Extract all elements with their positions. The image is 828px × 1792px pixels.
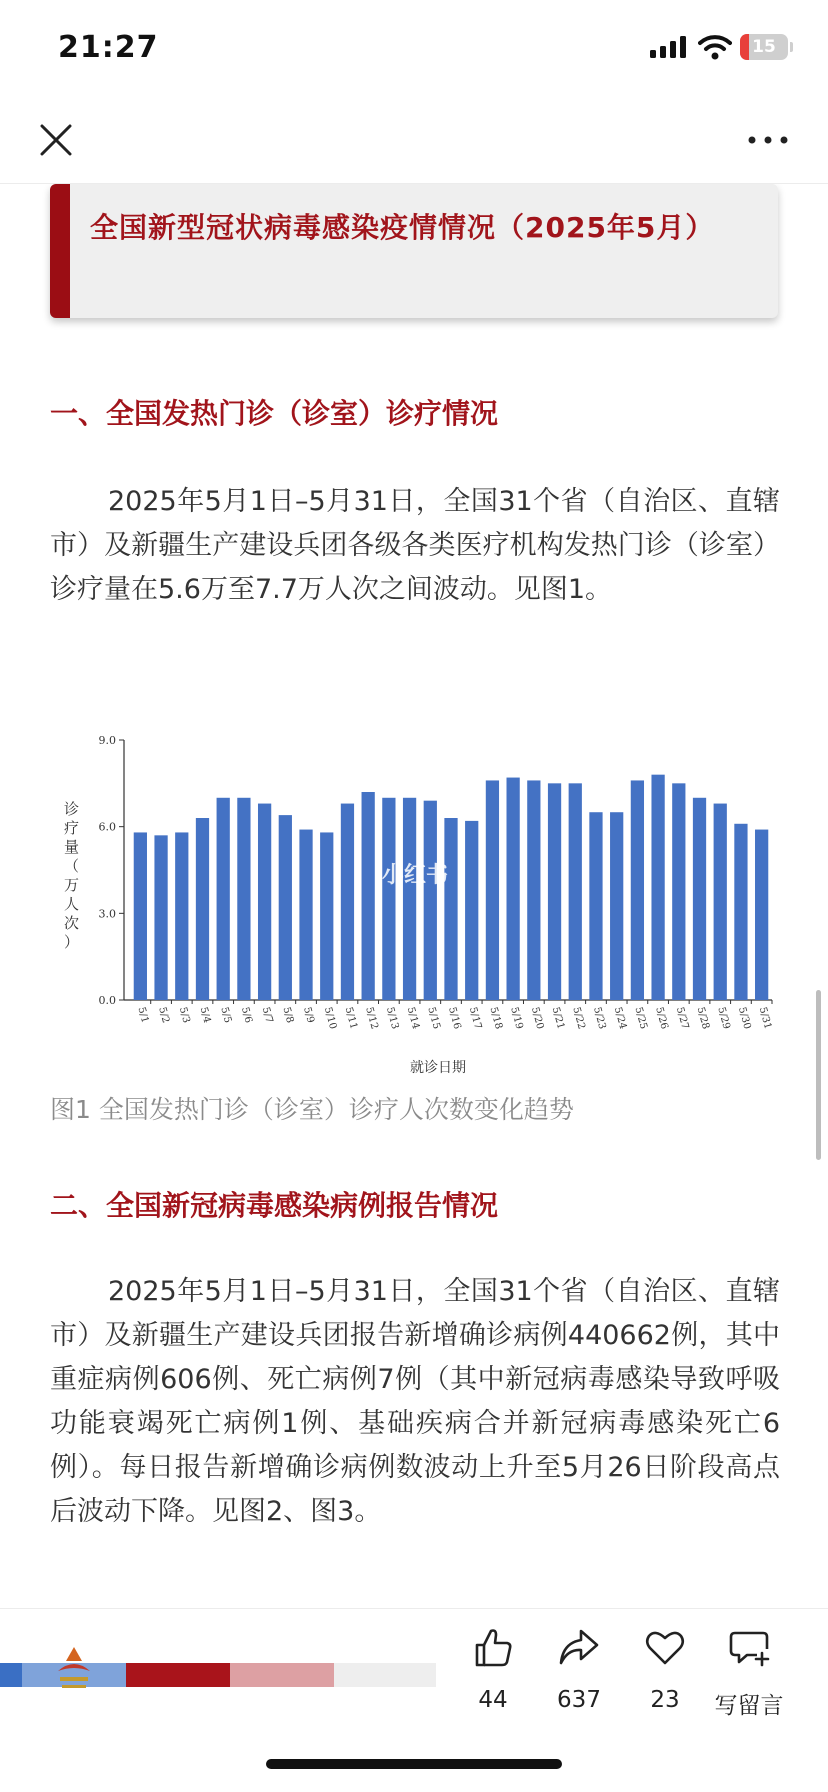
comment-icon xyxy=(727,1625,771,1669)
x-axis-label: 就诊日期 xyxy=(410,1060,466,1076)
write-comment-button[interactable] xyxy=(704,1625,794,1720)
bar-5-2 xyxy=(154,835,167,1000)
x-tick-label: 5/3 xyxy=(176,1005,192,1025)
x-tick-label: 5/23 xyxy=(591,1005,608,1031)
publisher-logo-icon xyxy=(52,1645,96,1697)
x-tick-label: 5/14 xyxy=(404,1005,422,1031)
bar-5-21 xyxy=(548,783,561,1000)
bar-5-12 xyxy=(362,792,375,1000)
cellular-signal-icon xyxy=(650,36,690,58)
x-tick-label: 5/31 xyxy=(756,1005,774,1031)
x-tick-label: 5/29 xyxy=(715,1005,732,1031)
thumbs-up-icon xyxy=(471,1625,515,1669)
share-button[interactable] xyxy=(534,1625,624,1713)
bar-5-30 xyxy=(734,824,747,1000)
bar-chart xyxy=(50,722,780,1082)
x-tick-label: 5/11 xyxy=(342,1005,359,1031)
bar-5-17 xyxy=(465,821,478,1000)
x-tick-label: 5/2 xyxy=(156,1005,171,1025)
status-bar xyxy=(0,0,828,96)
bar-5-4 xyxy=(196,818,209,1000)
watermark-text: 小红书 xyxy=(381,863,449,888)
bar-5-5 xyxy=(217,798,230,1000)
bar-5-26 xyxy=(651,775,664,1000)
progress-segment xyxy=(126,1663,230,1687)
bar-5-7 xyxy=(258,804,271,1000)
progress-segment xyxy=(334,1663,436,1687)
bar-5-19 xyxy=(507,778,520,1000)
x-tick-label: 5/7 xyxy=(259,1005,275,1025)
battery-level: 15 xyxy=(752,37,776,57)
x-tick-label: 5/12 xyxy=(363,1005,380,1031)
x-tick-label: 5/26 xyxy=(653,1005,670,1031)
section-heading-2: 二、全国新冠病毒感染病例报告情况 xyxy=(50,1189,499,1222)
bar-5-8 xyxy=(279,815,292,1000)
bar-5-9 xyxy=(299,830,312,1000)
heart-icon xyxy=(643,1625,687,1669)
bar-5-14 xyxy=(403,798,416,1000)
x-tick-label: 5/30 xyxy=(736,1005,753,1031)
x-tick-label: 5/27 xyxy=(673,1005,691,1031)
bar-5-27 xyxy=(672,783,685,1000)
x-tick-label: 5/19 xyxy=(508,1005,525,1031)
x-tick-label: 5/15 xyxy=(425,1005,442,1031)
x-tick-label: 5/6 xyxy=(239,1005,254,1025)
y-axis-label: 诊疗量（万人次） xyxy=(64,800,80,951)
nav-bar xyxy=(0,100,828,184)
section-paragraph-2-text: 2025年5月1日–5月31日，全国31个省（自治区、直辖市）及新疆生产建设兵团报告新增确诊病例440662例，其中重症病例606例、死亡病例7例（其中新冠病毒感染导致呼吸功能衰竭死亡病例1例、基础疾病合并新冠病毒感染死亡6例）。每日报告新增确诊病例数波动上升至5月26日阶段高点后波动下降。见图2、图3。 xyxy=(50,1276,780,1527)
like-count: 44 xyxy=(478,1687,508,1713)
x-tick-label: 5/18 xyxy=(487,1005,504,1031)
x-tick-label: 5/28 xyxy=(694,1005,712,1031)
figure-1-chart xyxy=(50,722,780,1082)
section-heading-1: 一、全国发热门诊（诊室）诊疗情况 xyxy=(50,397,499,430)
x-tick-label: 5/4 xyxy=(197,1005,213,1025)
bar-5-29 xyxy=(714,804,727,1000)
battery-tip xyxy=(790,42,793,52)
x-tick-label: 5/25 xyxy=(632,1005,649,1031)
favorite-count: 23 xyxy=(650,1687,680,1713)
x-tick-label: 5/8 xyxy=(280,1005,296,1025)
bar-5-6 xyxy=(237,798,250,1000)
x-tick-label: 5/13 xyxy=(383,1005,401,1031)
favorite-button[interactable] xyxy=(620,1625,710,1713)
x-tick-label: 5/9 xyxy=(301,1005,316,1025)
section-paragraph-2 xyxy=(50,1270,780,1534)
bar-5-31 xyxy=(755,830,768,1000)
write-comment-label: 写留言 xyxy=(714,1693,784,1719)
bar-5-18 xyxy=(486,780,499,1000)
article-title: 全国新型冠状病毒感染疫情情况（2025年5月） xyxy=(90,211,715,244)
bar-5-23 xyxy=(589,812,602,1000)
x-tick-label: 5/24 xyxy=(611,1005,629,1031)
y-tick-label: 3.0 xyxy=(98,907,116,921)
more-options-icon[interactable] xyxy=(746,130,790,150)
article-title-card xyxy=(50,184,778,318)
bar-5-28 xyxy=(693,798,706,1000)
bar-5-3 xyxy=(175,832,188,1000)
bottom-action-bar xyxy=(0,1608,828,1792)
bar-5-15 xyxy=(424,801,437,1000)
bar-5-13 xyxy=(382,798,395,1000)
section-paragraph-1 xyxy=(50,480,780,612)
y-tick-label: 6.0 xyxy=(98,820,116,834)
x-tick-label: 5/20 xyxy=(528,1005,546,1031)
x-tick-label: 5/5 xyxy=(218,1005,234,1025)
status-time: 21:27 xyxy=(58,30,159,65)
bar-5-25 xyxy=(631,780,644,1000)
bar-5-1 xyxy=(134,832,147,1000)
scrollbar[interactable] xyxy=(816,990,821,1160)
progress-segment xyxy=(0,1663,22,1687)
bar-5-10 xyxy=(320,832,333,1000)
x-tick-label: 5/16 xyxy=(446,1005,463,1031)
y-tick-label: 9.0 xyxy=(98,734,116,747)
x-tick-label: 5/17 xyxy=(466,1005,484,1031)
x-tick-label: 5/21 xyxy=(549,1005,567,1031)
y-tick-label: 0.0 xyxy=(98,994,116,1007)
article-content xyxy=(0,184,828,1608)
close-icon[interactable] xyxy=(36,120,76,160)
figure-1-caption: 图1 全国发热门诊（诊室）诊疗人次数变化趋势 xyxy=(50,1095,574,1124)
progress-segment xyxy=(230,1663,334,1687)
home-indicator[interactable] xyxy=(266,1759,562,1769)
x-tick-label: 5/1 xyxy=(135,1005,151,1025)
bar-5-16 xyxy=(444,818,457,1000)
x-tick-label: 5/22 xyxy=(570,1005,587,1031)
x-tick-label: 5/10 xyxy=(321,1005,339,1031)
wifi-icon xyxy=(698,34,732,60)
bar-5-20 xyxy=(527,780,540,1000)
bar-5-22 xyxy=(569,783,582,1000)
share-icon xyxy=(557,1625,601,1669)
like-button[interactable] xyxy=(448,1625,538,1713)
section-paragraph-1-text: 2025年5月1日–5月31日，全国31个省（自治区、直辖市）及新疆生产建设兵团各级各类医疗机构发热门诊（诊室）诊疗量在5.6万至7.7万人次之间波动。见图1。 xyxy=(50,486,780,605)
bar-5-11 xyxy=(341,804,354,1000)
bar-5-24 xyxy=(610,812,623,1000)
battery-icon xyxy=(740,34,788,60)
share-count: 637 xyxy=(557,1687,601,1713)
